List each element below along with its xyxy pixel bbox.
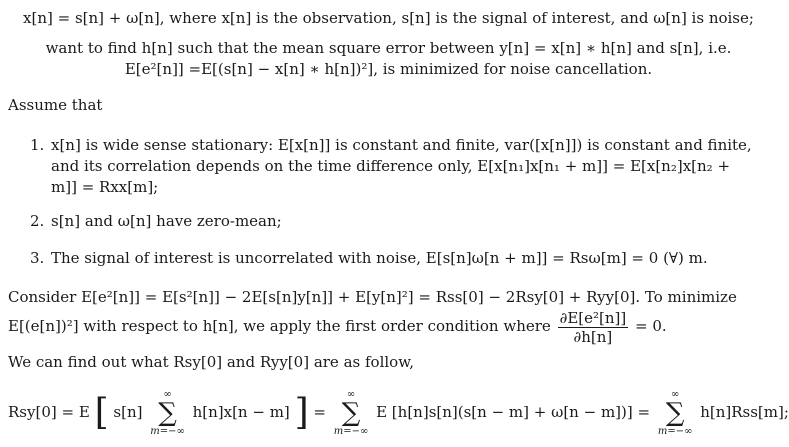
consider-line-2-text: E[(e[n])²] with respect to h[n], we apply the first order condition where bbox=[8, 317, 551, 335]
item-1-line-3: m]] = Rxx[m]; bbox=[51, 178, 159, 196]
consider-line-2-end: = 0. bbox=[635, 317, 667, 335]
intro-line-2: want to find h[n] such that the mean square error between y[n] = x[n] ∗ h[n] and s[n], i.e. bbox=[45, 39, 732, 57]
intro-line-3: E[e²[n]] =E[(s[n] − x[n] ∗ h[n])²], is minimized for noise cancellation. bbox=[124, 60, 653, 78]
item-2-line-1: s[n] and ω[n] have zero-mean; bbox=[51, 212, 282, 230]
equation-rsy bbox=[8, 384, 789, 441]
list-number-3: 3. bbox=[30, 249, 45, 267]
equation-term1-pre: s[n] bbox=[113, 403, 143, 421]
sum-1-upper: ∞ bbox=[163, 389, 172, 400]
findout-line: We can find out what Rsy[0] and Ryy[0] are as follow, bbox=[8, 353, 415, 371]
summation-1 bbox=[150, 389, 185, 437]
sum-1-lower: m=−∞ bbox=[150, 426, 185, 437]
equation-lhs: Rsy[0] = E bbox=[8, 403, 90, 421]
partial-derivative-fraction bbox=[558, 309, 629, 346]
equation-middle: E [h[n]s[n](s[n − m] + ω[n − m])] bbox=[376, 403, 633, 421]
sigma-icon: ∑ bbox=[665, 398, 685, 428]
item-3-line-1: The signal of interest is uncorrelated with noise, E[s[n]ω[n + m]] = Rsω[m] = 0 (∀) m. bbox=[51, 249, 708, 267]
item-1-line-2: and its correlation depends on the time difference only, E[x[n₁]x[n₁ + m]] = E[x[n₂]x[n₂ + bbox=[51, 157, 731, 175]
sigma-icon: ∑ bbox=[341, 398, 361, 428]
assume-heading: Assume that bbox=[8, 96, 103, 114]
equals-sign-2: = bbox=[637, 403, 655, 421]
fraction-denominator: ∂h[n] bbox=[573, 327, 613, 346]
list-number-2: 2. bbox=[30, 212, 45, 230]
sigma-icon: ∑ bbox=[158, 398, 177, 428]
consider-line-2 bbox=[8, 306, 667, 346]
consider-line-1: Consider E[e²[n]] = E[s²[n]] − 2E[s[n]y[n]] + E[y[n]²] = Rss[0] − 2Rsy[0] + Ryy[0]. To minimize bbox=[8, 288, 737, 306]
intro-line-1: x[n] = s[n] + ω[n], where x[n] is the observation, s[n] is the signal of interest, and ω[n] is noise; bbox=[23, 9, 754, 27]
sum-2-upper: ∞ bbox=[346, 389, 356, 400]
left-bracket: [ bbox=[94, 392, 109, 433]
sum-2-lower: m=−∞ bbox=[333, 426, 369, 437]
summation-3 bbox=[658, 389, 693, 437]
sum-3-lower: m=−∞ bbox=[657, 426, 693, 437]
fraction-numerator: ∂E[e²[n]] bbox=[559, 308, 627, 327]
equation-term1-post: h[n]x[n − m] bbox=[192, 403, 290, 421]
sum-3-upper: ∞ bbox=[670, 389, 680, 400]
list-number-1: 1. bbox=[30, 136, 45, 154]
summation-2 bbox=[334, 389, 369, 437]
equals-sign-1: = bbox=[313, 403, 331, 421]
equation-rhs: h[n]Rss[m]; bbox=[700, 403, 789, 421]
right-bracket: ] bbox=[294, 392, 309, 433]
item-1-line-1: x[n] is wide sense stationary: E[x[n]] is constant and finite, var([x[n]]) is constant and finite, bbox=[51, 136, 752, 154]
